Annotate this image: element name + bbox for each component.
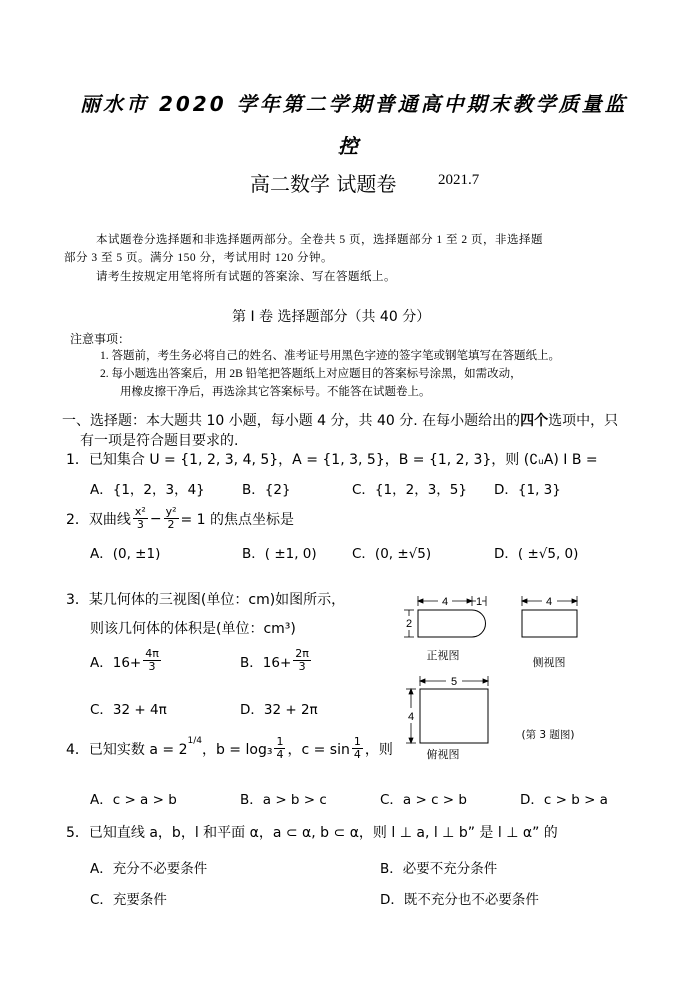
top-dim-4: 4 [407,711,415,723]
q4-stem [66,736,393,761]
q3-stem-line1: 3．某几何体的三视图(单位：cm)如图所示， [66,592,346,608]
front-view-label: 正视图 [426,649,460,662]
q3-option-b-fraction [293,648,311,673]
side-dim-4: 4 [545,596,553,608]
q5-option-d: D．既不充分也不必要条件 [380,892,539,908]
q4-stem-d: ，则 [364,741,393,758]
q5-option-c: C．充要条件 [90,892,167,908]
intro-line2: 部分 3 至 5 页。满分 150 分，考试用时 120 分钟。 [64,252,333,264]
intro-line1: 本试题卷分选择题和非选择题两部分。全卷共 5 页，选择题部分 1 至 2 页，非选择题 [96,234,543,246]
q1-option-a: A．{1，2，3，4} [90,482,205,498]
section1-text-bold: 四个 [520,413,549,429]
q3-option-b [240,648,311,673]
q3-stem-line2: 则该几何体的体积是(单位：cm³) [90,621,296,637]
q1-stem: 1．已知集合 U = {1, 2, 3, 4, 5}，A = {1, 3, 5}，B = {1, 2, 3}，则 (∁ᵤA) I B = [66,452,598,468]
q3-option-b-den: 3 [298,660,306,673]
q1-option-b: B．{2} [242,482,291,498]
q4-stem-b: ，b = log₃ [201,741,273,758]
front-view-shape [418,610,485,637]
q1-option-d: D．{1, 3} [494,482,561,498]
q5-stem: 5．已知直线 a，b，l 和平面 α，a ⊂ α, b ⊂ α，则 l ⊥ a, l ⊥ b” 是 l ⊥ α” 的 [66,825,558,841]
q1-option-c: C．{1，2，3，5} [352,482,467,498]
front-dim-4: 4 [441,596,449,608]
q2-stem-pre: 2．双曲线 [66,511,131,528]
q4-stem-c: ，c = sin [287,741,350,758]
front-dim-2: 2 [405,618,413,630]
q2-option-b: B．( ±1, 0) [242,546,317,562]
q2-y-den: 2 [167,518,175,531]
q2-option-c: C．(0, ±√5) [352,546,432,562]
intro-line3: 请考生按规定用笔将所有试题的答案涂、写在答题纸上。 [96,271,396,283]
q3-option-a-num: 4π [145,647,159,660]
q2-x-num: x² [134,505,146,518]
note-2b: 用橡皮擦干净后，再选涂其它答案标号。不能答在试题卷上。 [120,386,431,398]
q4-option-a: A．c > a > b [90,792,177,808]
q5-option-a: A．充分不必要条件 [90,861,208,877]
notes-title: 注意事项： [70,332,131,346]
q4-option-b: B．a > b > c [240,792,327,808]
q4-stem-a: 4．已知实数 a = 2 [66,741,188,758]
q4-option-c: C．a > c > b [380,792,467,808]
q2-x-fraction [133,506,148,531]
three-view-figure [398,592,598,762]
q3-option-a [90,648,161,673]
q5-option-b: B．必要不充分条件 [380,861,498,877]
q4-log-fraction [274,736,285,761]
q2-option-d: D．( ±√5, 0) [494,546,579,562]
top-dim-5: 5 [450,676,458,688]
side-view-label: 侧视图 [532,656,566,669]
section1-instruction [62,410,618,430]
exam-subtitle: 高二数学 试题卷 [250,172,397,196]
exam-date: 2021.7 [438,172,480,188]
q4-sin-num: 1 [353,735,361,748]
q4-exponent: 1/4 [187,735,202,746]
q4-log-den: 4 [276,748,284,761]
top-view-label: 俯视图 [426,748,460,761]
q3-option-d: D．32 + 2π [240,702,318,718]
q3-option-a-den: 3 [148,660,156,673]
q3-option-b-pre: B．16+ [240,654,292,671]
q2-y-fraction [164,506,179,531]
section1-text-c: 选项中，只 [548,413,619,429]
part1-heading: 第 I 卷 选择题部分（共 40 分） [232,309,431,325]
q4-sin-den: 4 [353,748,361,761]
section1-instruction-line2: 有一项是符合题目要求的. [80,433,239,449]
top-view-shape [420,689,488,743]
exam-title-line2: 控 [338,134,361,158]
q2-y-num: y² [165,505,177,518]
q3-option-a-fraction [143,648,161,673]
note-1: 1. 答题前，考生务必将自己的姓名、准考证号用黑色字迹的签字笔或钢笔填写在答题纸上。 [100,350,560,362]
q3-option-a-pre: A．16+ [90,654,142,671]
q2-stem [66,506,294,531]
q4-log-num: 1 [276,735,284,748]
q2-x-den: 3 [136,518,144,531]
q3-option-c: C．32 + 4π [90,702,167,718]
section1-text-a: 一、选择题：本大题共 10 小题，每小题 4 分，共 40 分. 在每小题给出的 [62,413,521,429]
q4-option-d: D．c > b > a [520,792,608,808]
figure-caption: (第 3 题图) [521,729,575,741]
q3-option-b-num: 2π [295,647,309,660]
q2-minus: − [149,510,162,527]
q2-option-a: A．(0, ±1) [90,546,161,562]
exam-title-line1: 丽水市 2020 学年第二学期普通高中期末教学质量监 [80,92,628,116]
side-view-shape [522,610,577,637]
note-2a: 2. 每小题选出答案后，用 2B 铅笔把答题纸上对应题目的答案标号涂黑，如需改动， [100,368,522,380]
q2-stem-post: = 1 的焦点坐标是 [180,511,295,528]
q4-sin-fraction [352,736,363,761]
front-dim-1: 1 [475,596,483,608]
